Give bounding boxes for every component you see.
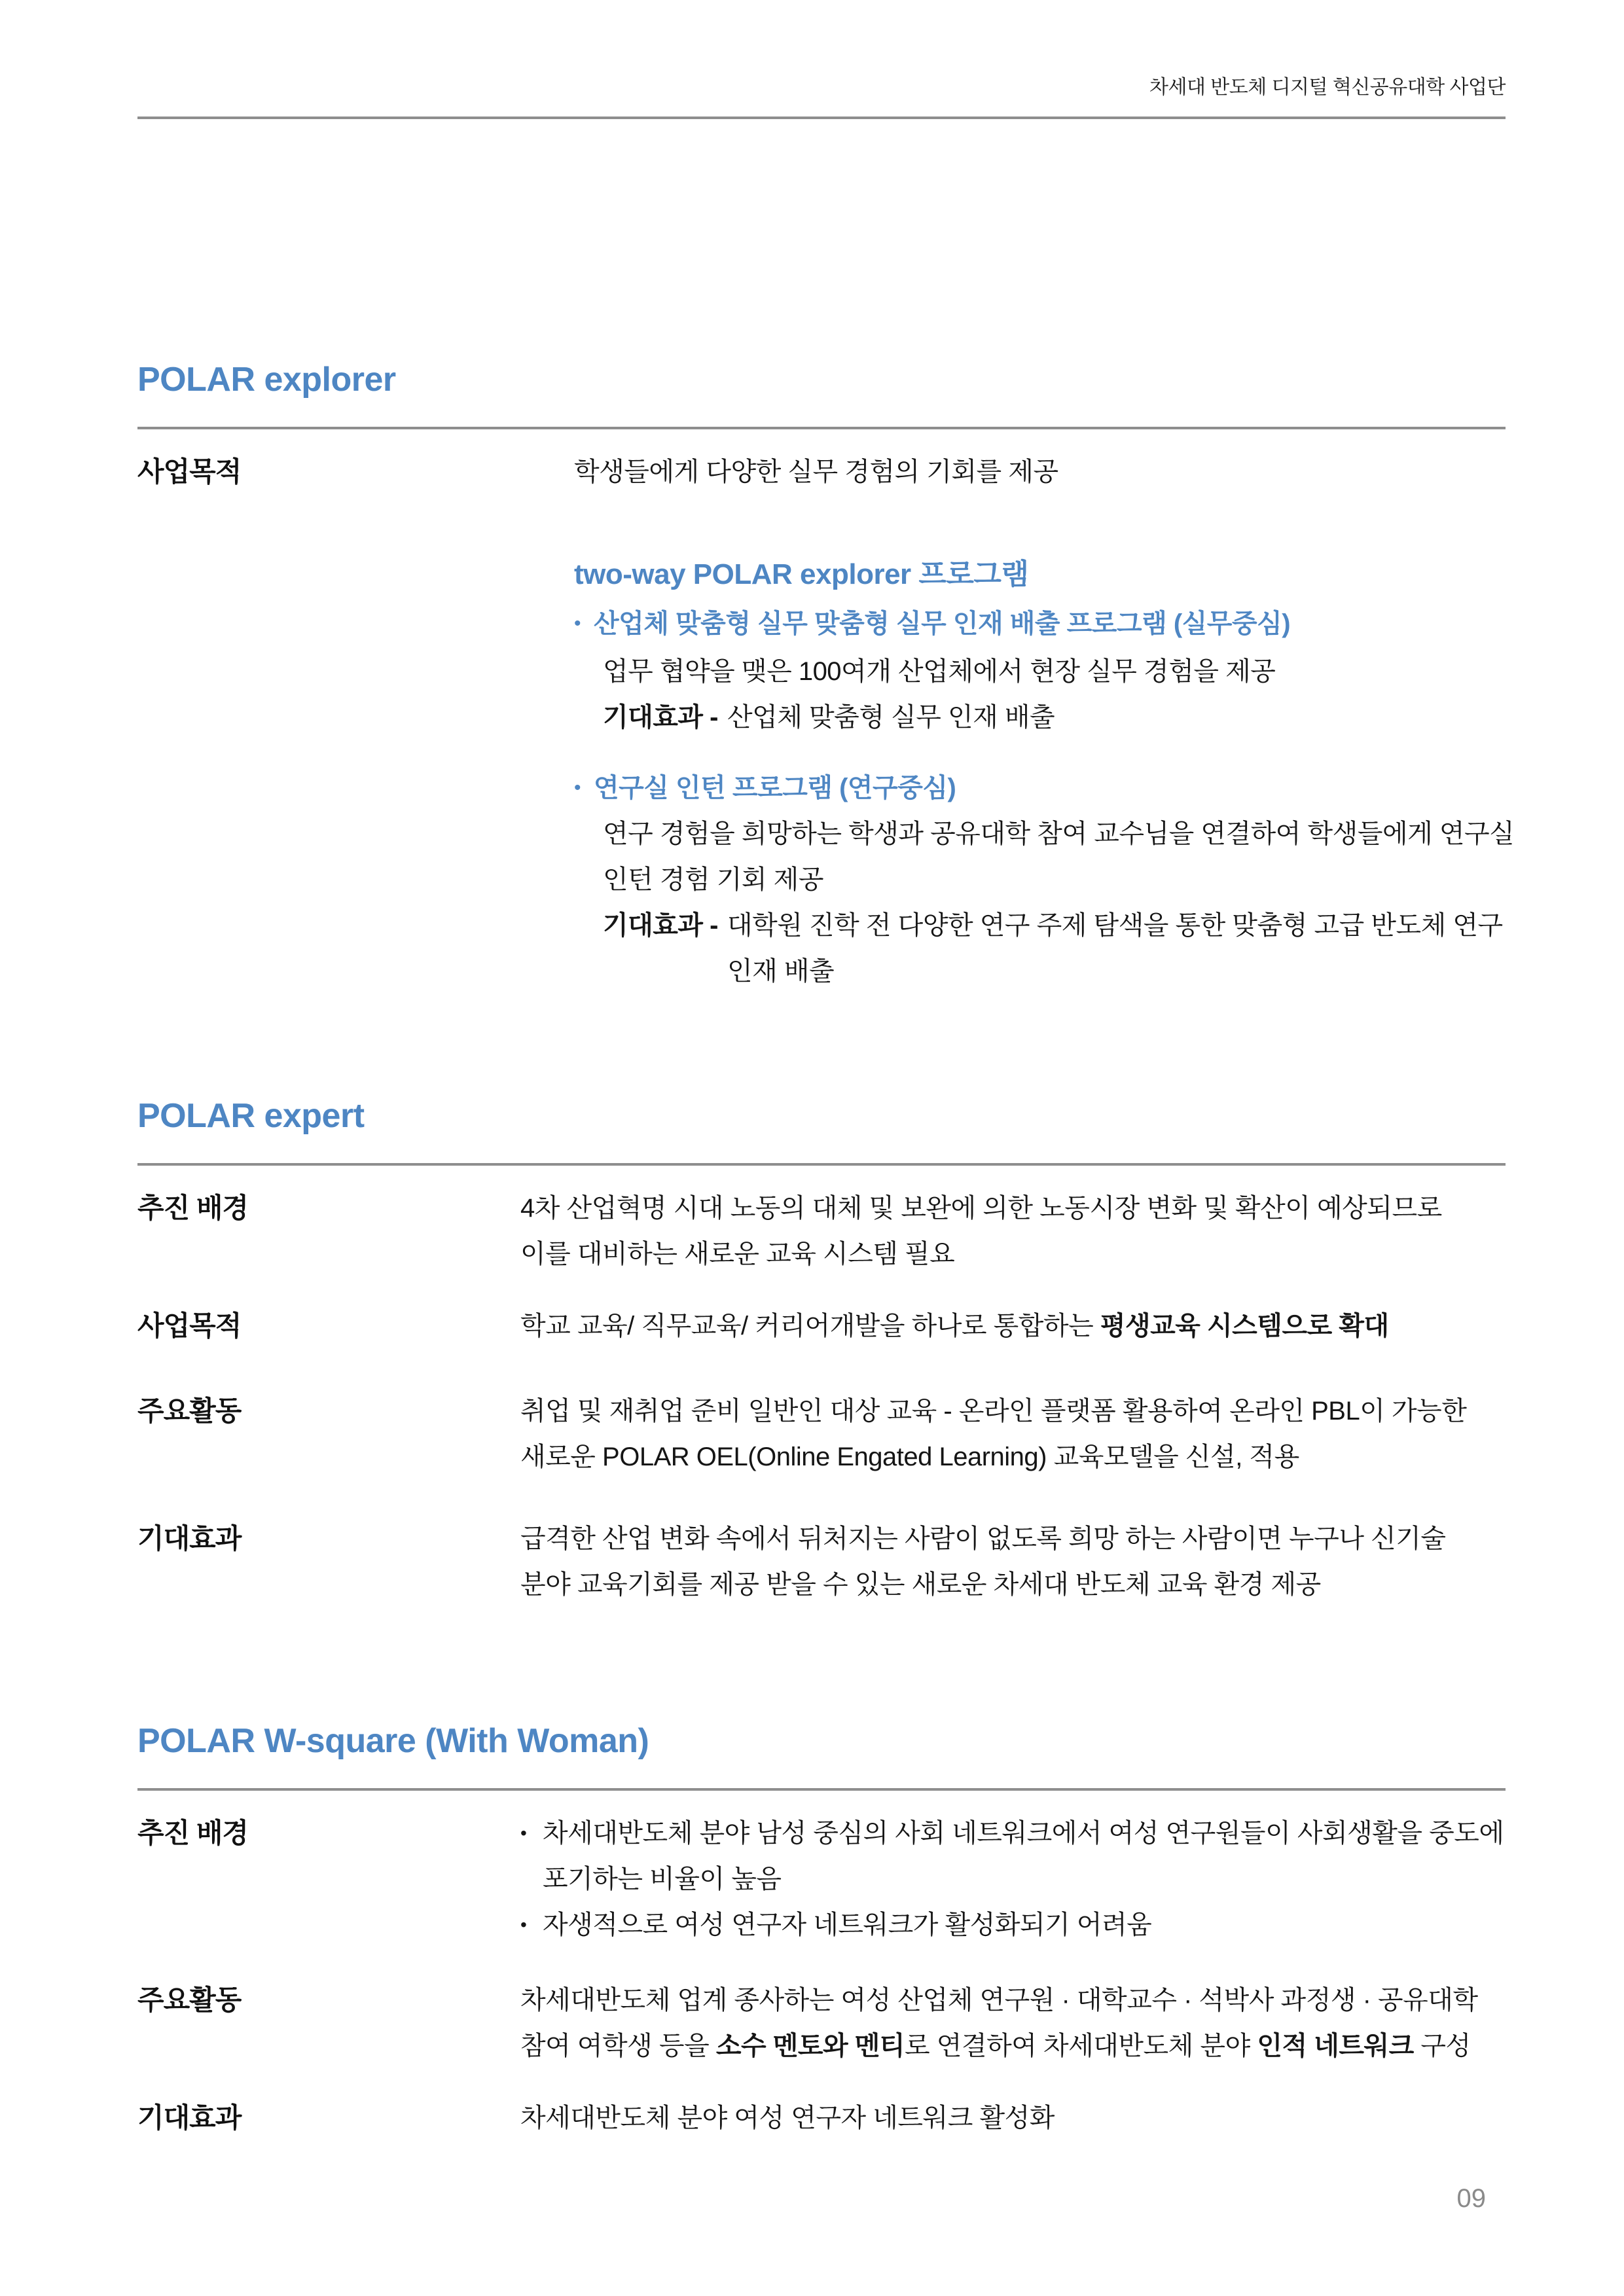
content-line: 취업 및 재취업 준비 일반인 대상 교육 - 온라인 플랫폼 활용하여 온라인 PBL이 가능한 (520, 1397, 1467, 1426)
row-label: 추진 배경 (137, 1193, 248, 1223)
row-label: 사업목적 (137, 456, 242, 487)
effect-label: 기대효과 - (603, 703, 718, 732)
section-divider (137, 1163, 1506, 1166)
bullet-icon: • (574, 777, 581, 798)
program-item-effect (603, 694, 1055, 740)
content-line: 포기하는 비율이 높음 (543, 1865, 782, 1893)
section-divider (137, 1788, 1506, 1791)
header-divider (137, 117, 1506, 119)
section-divider (137, 427, 1506, 429)
content-line: 차세대반도체 업계 종사하는 여성 산업체 연구원 · 대학교수 · 석박사 과정생 · 공유대학 (520, 1986, 1478, 2015)
content-line: 학교 교육/ 직무교육/ 커리어개발을 하나로 통합하는 평생교육 시스템으로 확대 (520, 1312, 1389, 1340)
effect-line: 인재 배출 (727, 957, 835, 986)
content-line: 자생적으로 여성 연구자 네트워크가 활성화되기 어려움 (543, 1910, 1152, 1939)
row-label: 주요활동 (137, 1395, 242, 1426)
section-title-polar-explorer: POLAR explorer (137, 361, 396, 399)
content-line: 인턴 경험 기회 제공 (603, 865, 823, 894)
row-label: 기대효과 (137, 1523, 242, 1554)
content-line: 이를 대비하는 새로운 교육 시스템 필요 (520, 1240, 955, 1268)
program-item-effect (603, 903, 1503, 994)
row-label: 주요활동 (137, 1984, 242, 2015)
program-item (574, 602, 1290, 645)
effect-label: 기대효과 - (603, 911, 718, 940)
content-line: 차세대반도체 분야 여성 연구자 네트워크 활성화 (520, 2104, 1055, 2132)
bullet-item (520, 1902, 1504, 1948)
row-label: 추진 배경 (137, 1818, 248, 1848)
row-label: 사업목적 (137, 1310, 242, 1341)
content-line: 업무 협약을 맺은 100여개 산업체에서 현장 실무 경험을 제공 (603, 657, 1276, 686)
program-item-title: 연구실 인턴 프로그램 (연구중심) (594, 774, 956, 802)
header-title: 차세대 반도체 디지털 혁신공유대학 사업단 (1149, 77, 1506, 98)
row-label: 기대효과 (137, 2102, 242, 2133)
page-number: 09 (1456, 2184, 1486, 2213)
effect-line: 산업체 맞춤형 실무 인재 배출 (727, 703, 1055, 732)
content-line: 4차 산업혁명 시대 노동의 대체 및 보완에 의한 노동시장 변화 및 확산이 예상되므로 (520, 1194, 1442, 1223)
section-title-polar-w-square: POLAR W-square (With Woman) (137, 1722, 649, 1760)
content-line: 급격한 산업 변화 속에서 뒤처지는 사람이 없도록 희망 하는 사람이면 누구나 신기술 (520, 1524, 1446, 1553)
program-item-desc (603, 811, 1514, 903)
content-line: 차세대반도체 분야 남성 중심의 사회 네트워크에서 여성 연구원들이 사회생활을 중도에 (543, 1819, 1504, 1848)
effect-line: 대학원 진학 전 다양한 연구 주제 탐색을 통한 맞춤형 고급 반도체 연구 (727, 911, 1503, 940)
section-title-polar-expert: POLAR expert (137, 1097, 365, 1135)
bullet-icon: • (520, 1914, 527, 1935)
bullet-icon: • (574, 613, 581, 634)
bullet-icon: • (520, 1823, 527, 1843)
bullet-item (520, 1810, 1504, 1902)
program-heading: two-way POLAR explorer 프로그램 (574, 558, 1029, 590)
content-line: 연구 경험을 희망하는 학생과 공유대학 참여 교수님을 연결하여 학생들에게 연구실 (603, 819, 1515, 848)
content-line: 분야 교육기회를 제공 받을 수 있는 새로운 차세대 반도체 교육 환경 제공 (520, 1570, 1321, 1599)
content-line: 새로운 POLAR OEL(Online Engated Learning) 교육모델을 신설, 적용 (520, 1443, 1299, 1471)
content-line: 참여 여학생 등을 소수 멘토와 멘티로 연결하여 차세대반도체 분야 인적 네트워크 구성 (520, 2032, 1471, 2060)
program-item-title: 산업체 맞춤형 실무 맞춤형 실무 인재 배출 프로그램 (실무중심) (594, 609, 1291, 638)
program-item (574, 766, 956, 810)
program-item-desc (603, 649, 1275, 694)
content-line: 학생들에게 다양한 실무 경험의 기회를 제공 (574, 457, 1058, 486)
